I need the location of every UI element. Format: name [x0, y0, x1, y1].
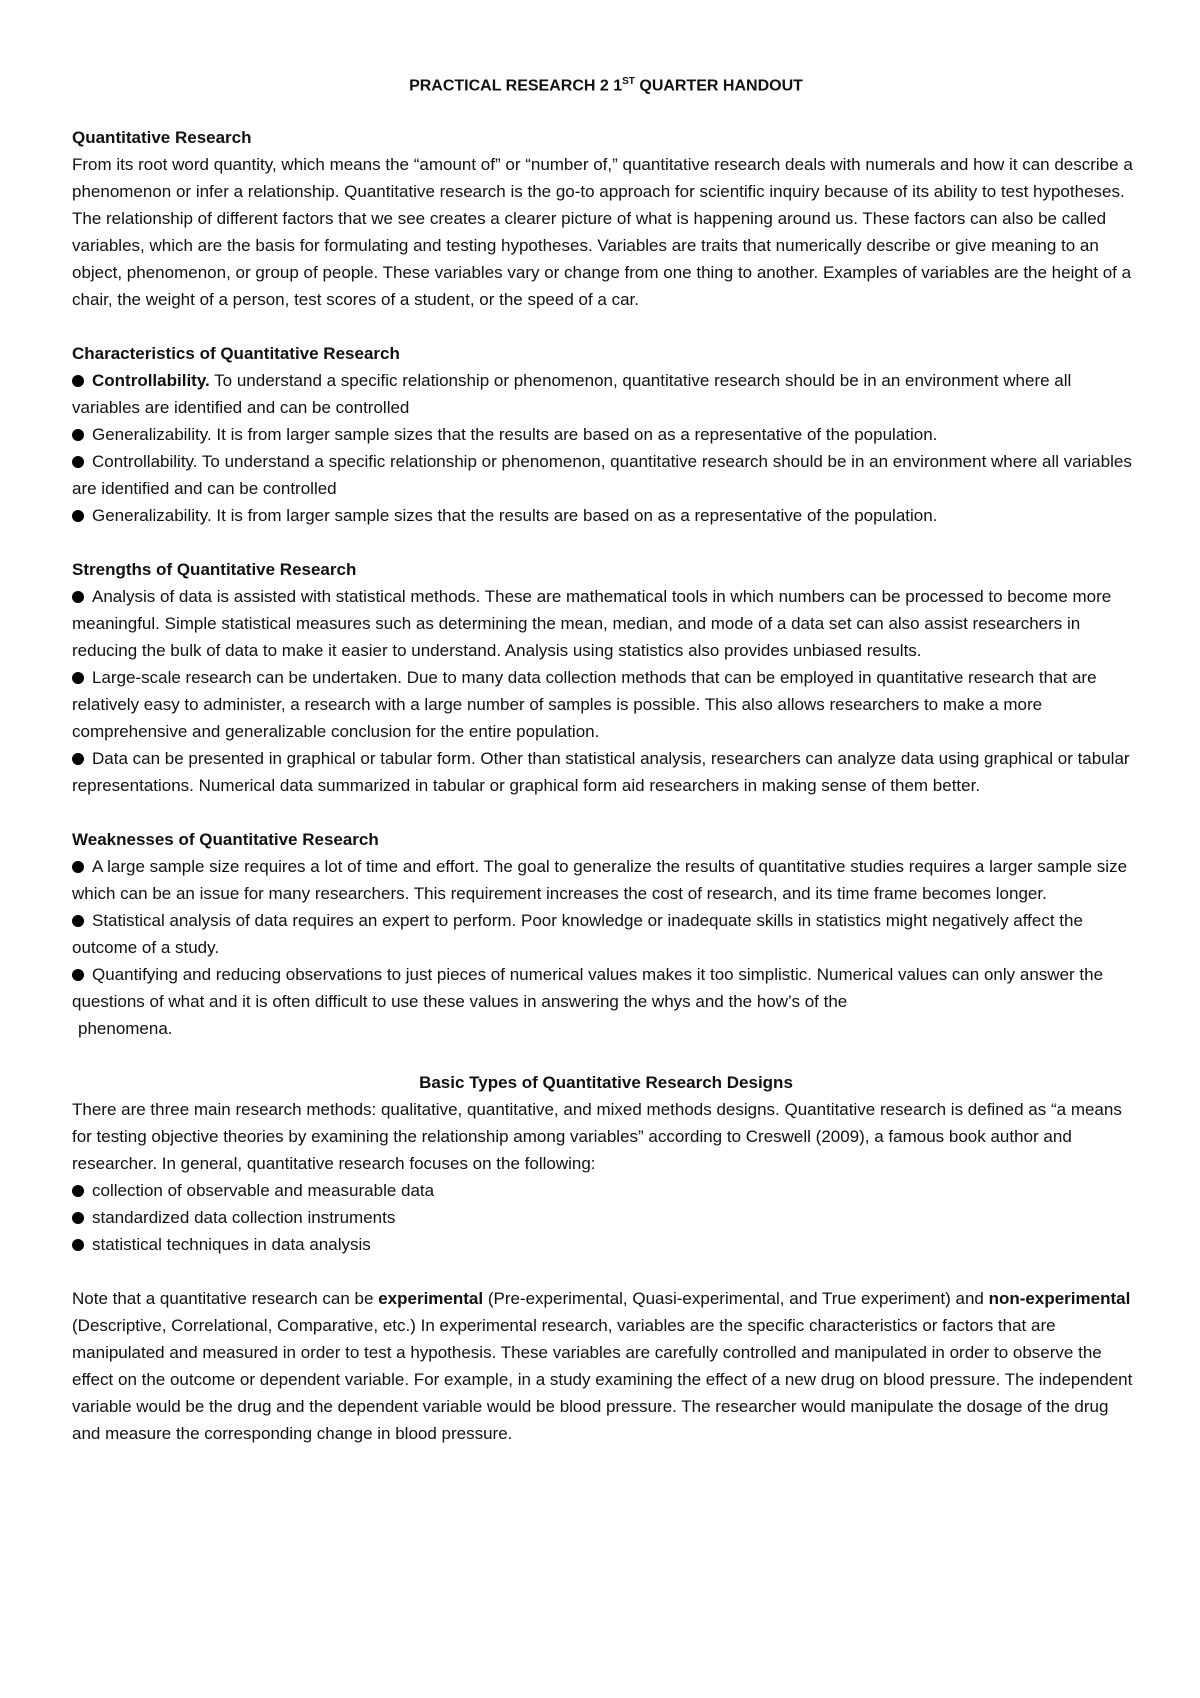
bullet-icon: [72, 753, 84, 765]
note-text: Note that a quantitative research can be: [72, 1289, 379, 1309]
list-item: [72, 907, 1140, 961]
section-designs: [72, 1069, 1140, 1258]
title-tail: QUARTER HANDOUT: [634, 77, 803, 95]
bullet-icon: [72, 672, 84, 684]
list-item: [72, 1177, 1140, 1204]
weaknesses-list: [72, 853, 1140, 1042]
bullet-icon: [72, 915, 84, 927]
note-paragraph: [72, 1285, 1140, 1447]
list-item: [72, 367, 1140, 421]
list-item: [72, 961, 1140, 1042]
bullet-icon: [72, 969, 84, 981]
section-note: [72, 1285, 1140, 1447]
bullet-icon: [72, 510, 84, 522]
note-bold-non-experimental: non-experimental: [988, 1289, 1131, 1309]
list-item-text: Generalizability. It is from larger sample sizes that the results are based on as a representative of the population.: [92, 506, 938, 526]
document-title: [72, 72, 1140, 96]
list-item-text: Generalizability. It is from larger sample sizes that the results are based on as a representative of the population.: [92, 425, 938, 445]
bullet-icon: [72, 429, 84, 441]
note-bold-experimental: experimental: [378, 1289, 484, 1309]
title-superscript: ST: [622, 76, 635, 87]
bullet-icon: [72, 375, 84, 387]
title-main: PRACTICAL RESEARCH 2 1: [409, 77, 623, 95]
list-item-text: Statistical analysis of data requires an expert to perform. Poor knowledge or inadequate skills in statistics might negatively affect the outcome of a study.: [72, 911, 1083, 958]
bullet-icon: [72, 456, 84, 468]
section-heading: Characteristics of Quantitative Research: [72, 344, 400, 364]
section-characteristics: [72, 340, 1140, 529]
section-paragraph: From its root word quantity, which means the “amount of” or “number of,” quantitative research deals with numerals and how it can describe a phenomenon or infer a relationship. Quantitative research is the go-to approach for scientific inquiry because of its ability to test hypotheses. The relationship of different factors that we see creates a clearer picture of what is happening around us. These factors can also be called variables, which are the basis for formulating and testing hypotheses. Variables are traits that numerically describe or give meaning to an object, phenomenon, or group of people. These variables vary or change from one thing to another. Examples of variables are the height of a chair, the weight of a person, test scores of a student, or the speed of a car.: [72, 155, 1133, 310]
note-text: (Pre-experimental, Quasi-experimental, and True experiment) and: [483, 1289, 989, 1309]
list-item-bold: Controllability.: [92, 371, 210, 391]
list-item: [72, 502, 1140, 529]
characteristics-list: [72, 367, 1140, 529]
section-paragraph: There are three main research methods: qualitative, quantitative, and mixed methods designs. Quantitative research is defined as “a means for testing objective theories by examining the relationship among variables” according to Creswell (2009), a famous book author and researcher. In general, quantitative research focuses on the following:: [72, 1100, 1122, 1174]
list-item: [72, 664, 1140, 745]
list-item-text: Analysis of data is assisted with statistical methods. These are mathematical tools in which numbers can be processed to become more meaningful. Simple statistical measures such as determining the mean, median, and mode of a data set can also assist researchers in reducing the bulk of data to make it easier to understand. Analysis using statistics also provides unbiased results.: [72, 587, 1112, 661]
section-quantitative-research: [72, 124, 1140, 313]
bullet-icon: [72, 591, 84, 603]
list-item-text: Large-scale research can be undertaken. Due to many data collection methods that can be employed in quantitative research that are relatively easy to administer, a research with a large number of samples is possible. This also allows researchers to make a more comprehensive and generalizable conclusion for the entire population.: [72, 668, 1097, 742]
list-item-text: statistical techniques in data analysis: [92, 1235, 371, 1255]
list-item-text: Data can be presented in graphical or tabular form. Other than statistical analysis, researchers can analyze data using graphical or tabular representations. Numerical data summarized in tabular or graphical form aid researchers in making sense of them better.: [72, 749, 1130, 796]
bullet-icon: [72, 1239, 84, 1251]
list-item: [72, 583, 1140, 664]
list-item: [72, 421, 1140, 448]
list-item: [72, 448, 1140, 502]
section-heading: Weaknesses of Quantitative Research: [72, 830, 379, 850]
section-heading: Strengths of Quantitative Research: [72, 560, 357, 580]
list-item-text: Quantifying and reducing observations to just pieces of numerical values makes it too simplistic. Numerical values can only answer the questions of what and it is often difficult to use these values in answering the whys and the how’s of the: [72, 965, 1104, 1012]
bullet-icon: [72, 1212, 84, 1224]
list-item-text: standardized data collection instruments: [92, 1208, 396, 1228]
strengths-list: [72, 583, 1140, 799]
list-item: [72, 1231, 1140, 1258]
list-item: [72, 1204, 1140, 1231]
section-strengths: [72, 556, 1140, 799]
section-heading: Basic Types of Quantitative Research Designs: [419, 1073, 793, 1093]
bullet-icon: [72, 1185, 84, 1197]
list-item-text: A large sample size requires a lot of time and effort. The goal to generalize the results of quantitative studies requires a larger sample size which can be an issue for many researchers. This requirement increases the cost of research, and its time frame becomes longer.: [72, 857, 1128, 904]
list-item-text: collection of observable and measurable data: [92, 1181, 435, 1201]
section-weaknesses: [72, 826, 1140, 1042]
list-item: [72, 853, 1140, 907]
section-heading: Quantitative Research: [72, 128, 252, 148]
note-text: (Descriptive, Correlational, Comparative, etc.) In experimental research, variables are the specific characteristics or factors that are manipulated and measured in order to test a hypothesis. These variables are carefully controlled and manipulated in order to observe the effect on the outcome or dependent variable. For example, in a study examining the effect of a new drug on blood pressure. The independent variable would be the drug and the dependent variable would be blood pressure. The researcher would manipulate the dosage of the drug and measure the corresponding change in blood pressure.: [72, 1316, 1133, 1444]
list-item-continuation: phenomena.: [78, 1019, 173, 1039]
list-item-text: To understand a specific relationship or phenomenon, quantitative research should be in an environment where all variables are identified and can be controlled: [72, 371, 1072, 418]
list-item: [72, 745, 1140, 799]
designs-list: [72, 1177, 1140, 1258]
bullet-icon: [72, 861, 84, 873]
list-item-text: Controllability. To understand a specific relationship or phenomenon, quantitative research should be in an environment where all variables are identified and can be controlled: [72, 452, 1132, 499]
